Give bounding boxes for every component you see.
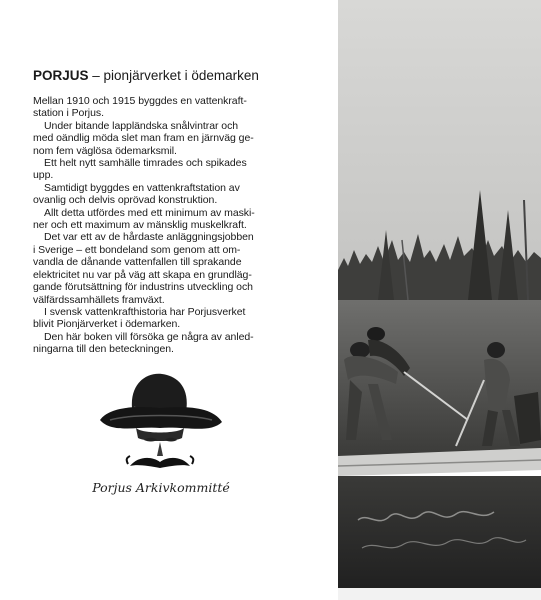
article	[33, 68, 333, 356]
text-line: välfärdssamhällets framväxt.	[33, 293, 165, 306]
text-line: ner och ett maximum av mänsklig muskelkraft.	[33, 219, 247, 232]
text-line: nom fem väglösa ödemarksmil.	[33, 144, 177, 157]
text-line: Det var ett av de hårdaste anläggningsjobben	[44, 231, 254, 244]
text-line: Allt detta utfördes med ett minimum av maski-	[44, 206, 255, 219]
text-line: Samtidigt byggdes en vattenkraftstation av	[44, 181, 240, 194]
text-line: upp.	[33, 169, 54, 182]
text-line: blivit Pionjärverket i ödemarken.	[33, 318, 181, 331]
article-body	[33, 95, 333, 356]
text-line: vandla de dånande vattenfallen till sprakande	[33, 256, 242, 269]
text-line: gande förutsättning för industrins utveckling och	[33, 281, 253, 294]
text-line: ningarna till den beteckningen.	[33, 343, 174, 356]
title-rest: – pionjärverket i ödemarken	[88, 68, 259, 83]
page-title	[33, 68, 333, 84]
text-line: Den här boken vill försöka ge några av anled-	[44, 330, 254, 343]
text-line: ovanlig och delvis oprövad konstruktion.	[33, 194, 218, 207]
logo-caption: Porjus Arkivkommitté	[92, 480, 230, 495]
text-line: I svensk vattenkrafthistoria har Porjusverket	[44, 305, 246, 318]
text-line: Mellan 1910 och 1915 byggdes en vattenkraft-	[33, 95, 247, 107]
text-line: elektricitet nu var på väg att skapa en grundläg-	[33, 268, 252, 281]
text-line: med oändlig möda slet man fram en järnväg ge-	[33, 132, 254, 145]
text-line: i Sverige – ett bondeland som genom att om-	[33, 243, 241, 256]
text-line: Under bitande lappländska snålvintrar och	[44, 119, 239, 132]
title-bold: PORJUS	[33, 68, 89, 83]
historic-photo-icon	[338, 0, 541, 600]
text-line: station i Porjus.	[33, 107, 104, 120]
text-line: Ett helt nytt samhälle timrades och spikades	[44, 157, 247, 170]
